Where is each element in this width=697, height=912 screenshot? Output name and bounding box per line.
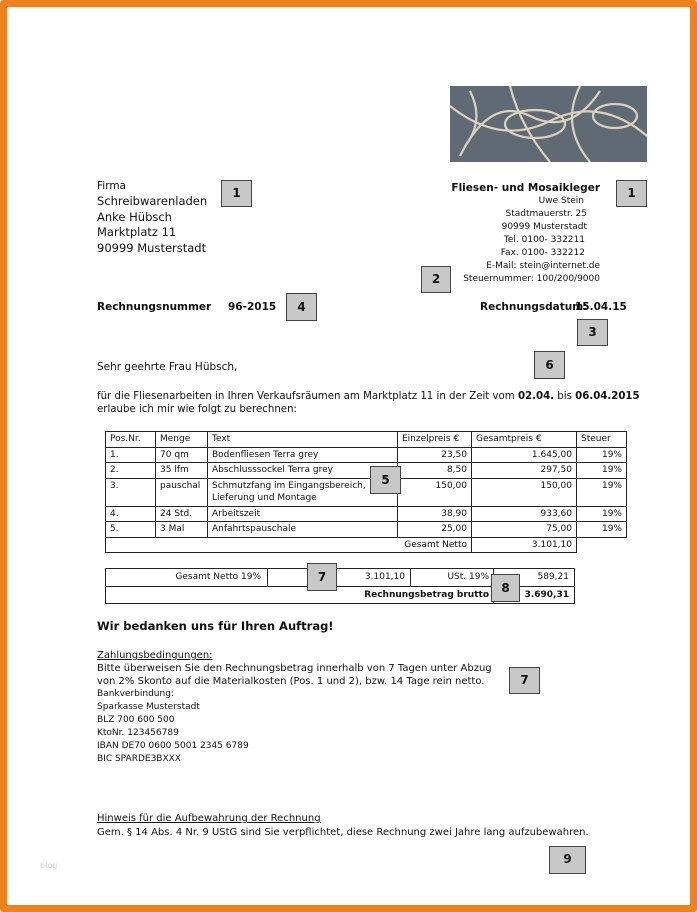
marker-box: 3 — [577, 319, 608, 346]
cell-pos: 1. — [106, 447, 156, 463]
bank-line: KtoNr. 123456789 — [97, 728, 179, 738]
retention-notice — [97, 812, 589, 840]
cell-qty: 3 Mal — [156, 522, 208, 538]
invoice-date: 15.04.15 — [575, 301, 627, 313]
net-total-value: 3.101,10 — [472, 537, 577, 553]
greeting: Sehr geehrte Frau Hübsch, — [97, 361, 238, 373]
invoice-date-label: Rechnungsdatum: — [480, 301, 588, 313]
net-total-label: Gesamt Netto — [106, 537, 472, 553]
notice-text: Gem. § 14 Abs. 4 Nr. 9 UStG sind Sie verpflichtet, diese Rechnung zwei Jahre lang aufzubewahren. — [97, 827, 589, 838]
invoice-number-label: Rechnungsnummer — [97, 301, 212, 313]
bank-line: Sparkasse Musterstadt — [97, 702, 200, 712]
recipient-line: Anke Hübsch — [97, 209, 172, 224]
recipient-line: Marktplatz 11 — [97, 225, 177, 239]
notice-heading: Hinweis für die Aufbewahrung der Rechnung — [97, 813, 321, 824]
column-header: Gesamtpreis € — [472, 432, 577, 448]
table-row — [106, 463, 627, 479]
marker-box: 8 — [491, 574, 520, 602]
cell-total-price: 297,50 — [472, 463, 577, 479]
column-header: Menge — [156, 432, 208, 448]
cell-pos: 5. — [106, 522, 156, 538]
marker-box: 5 — [370, 466, 401, 494]
cell-unit-price: 8,50 — [398, 463, 472, 479]
column-header: Steuer — [577, 432, 627, 448]
cell-unit-price: 23,50 — [398, 447, 472, 463]
sender-email: E-Mail: stein@internet.de — [486, 261, 600, 271]
column-header: Text — [208, 432, 398, 448]
sender-phone: Tel. 0100- 332211 — [503, 235, 585, 245]
cell-unit-price: 150,00 — [398, 478, 472, 506]
marker-box: 7 — [509, 667, 540, 694]
cell-text-line: Lieferung und Montage — [212, 493, 317, 503]
cell-tax: 19% — [577, 522, 627, 538]
cell-total-price: 933,60 — [472, 506, 577, 522]
marker-box: 2 — [421, 266, 451, 293]
summary-gross-label: Rechnungsbetrag brutto — [364, 590, 489, 600]
cell-unit-price: 38,90 — [398, 506, 472, 522]
cell-tax: 19% — [577, 447, 627, 463]
marker-box: 6 — [534, 351, 565, 379]
cell-total-price: 75,00 — [472, 522, 577, 538]
intro-pre: für die Fliesenarbeiten in Ihren Verkaufsräumen am Marktplatz 11 in der Zeit vom — [97, 391, 518, 402]
tile-mosaic-image — [450, 86, 647, 162]
watermark-text: blog — [40, 861, 58, 870]
cell-text: Abschlusssockel Terra grey — [208, 463, 398, 479]
table-row — [106, 522, 627, 538]
payment-terms — [97, 649, 492, 766]
cell-pos: 4. — [106, 506, 156, 522]
table-net-row — [106, 537, 627, 553]
marker-box: 1 — [616, 180, 647, 207]
sender-name: Uwe Stein — [538, 196, 584, 206]
marker-box: 4 — [286, 293, 317, 321]
sender-fax: Fax. 0100- 332212 — [500, 248, 585, 258]
intro-line2: erlaube ich mir wie folgt zu berechnen: — [97, 404, 297, 415]
cell-total-price: 1.645,00 — [472, 447, 577, 463]
cell-tax: 19% — [577, 506, 627, 522]
cell-qty: 70 qm — [156, 447, 208, 463]
recipient-line: Schreibwarenladen — [97, 194, 208, 208]
cell-pos: 2. — [106, 463, 156, 479]
payment-heading: Zahlungsbedingungen: — [97, 650, 213, 661]
recipient-line: 90999 Musterstadt — [97, 240, 207, 255]
recipient-line: Firma — [97, 180, 126, 192]
bank-line: IBAN DE70 0600 5001 2345 6789 — [97, 741, 249, 751]
bank-line: Bankverbindung: — [97, 689, 174, 699]
cell-qty: 35 lfm — [156, 463, 208, 479]
invoice-number: 96-2015 — [228, 301, 277, 313]
thanks-heading: Wir bedanken uns für Ihren Auftrag! — [97, 619, 334, 633]
table-header-row — [106, 432, 627, 448]
table-row — [106, 447, 627, 463]
cell-total-price: 150,00 — [472, 478, 577, 506]
cell-text: Anfahrtspauschale — [208, 522, 398, 538]
column-header: Pos.Nr. — [106, 432, 156, 448]
table-row — [106, 478, 627, 506]
summary-net-value: 3.101,10 — [364, 572, 405, 582]
bank-line: BIC SPARDE3BXXX — [97, 754, 181, 764]
summary-gross-value: 3.690,31 — [524, 590, 569, 600]
payment-line: Bitte überweisen Sie den Rechnungsbetrag innerhalb von 7 Tagen unter Abzug — [97, 663, 492, 674]
sender-city: 90999 Musterstadt — [501, 222, 587, 232]
intro-mid: bis — [554, 391, 576, 402]
intro-to-date: 06.04.2015 — [575, 391, 640, 402]
items-table — [105, 431, 627, 553]
cell-qty: pauschal — [156, 478, 208, 506]
cell-pos: 3. — [106, 478, 156, 506]
cell-tax: 19% — [577, 463, 627, 479]
cell-text: Bodenfliesen Terra grey — [208, 447, 398, 463]
cell-text-line: Schmutzfang im Eingangsbereich, — [212, 480, 366, 491]
payment-line: von 2% Skonto auf die Materialkosten (Pos. 1 und 2), bzw. 14 Tage rein netto. — [97, 676, 485, 687]
summary-vat-label: USt. 19% — [447, 572, 489, 582]
intro-from-date: 02.04. — [517, 391, 555, 402]
marker-box: 7 — [307, 563, 337, 591]
marker-box: 1 — [221, 180, 252, 207]
empty-cell — [577, 537, 627, 553]
marker-box: 9 — [549, 846, 586, 874]
table-row — [106, 506, 627, 522]
cell-tax: 19% — [577, 478, 627, 506]
cell-unit-price: 25,00 — [398, 522, 472, 538]
recipient-address — [97, 179, 207, 256]
cell-text: Arbeitszeit — [208, 506, 398, 522]
sender-company: Fliesen- und Mosaikleger — [451, 182, 600, 194]
sender-tax-number: Steuernummer: 100/200/9000 — [463, 274, 600, 284]
column-header: Einzelpreis € — [398, 432, 472, 448]
cell-text — [208, 478, 398, 506]
intro-text — [97, 390, 640, 416]
sender-street: Stadtmauerstr. 25 — [505, 209, 587, 219]
summary-vat-value: 589,21 — [537, 572, 569, 582]
summary-net-label: Gesamt Netto 19% — [175, 572, 261, 582]
bank-line: BLZ 700 600 500 — [97, 715, 175, 725]
cell-qty: 24 Std. — [156, 506, 208, 522]
